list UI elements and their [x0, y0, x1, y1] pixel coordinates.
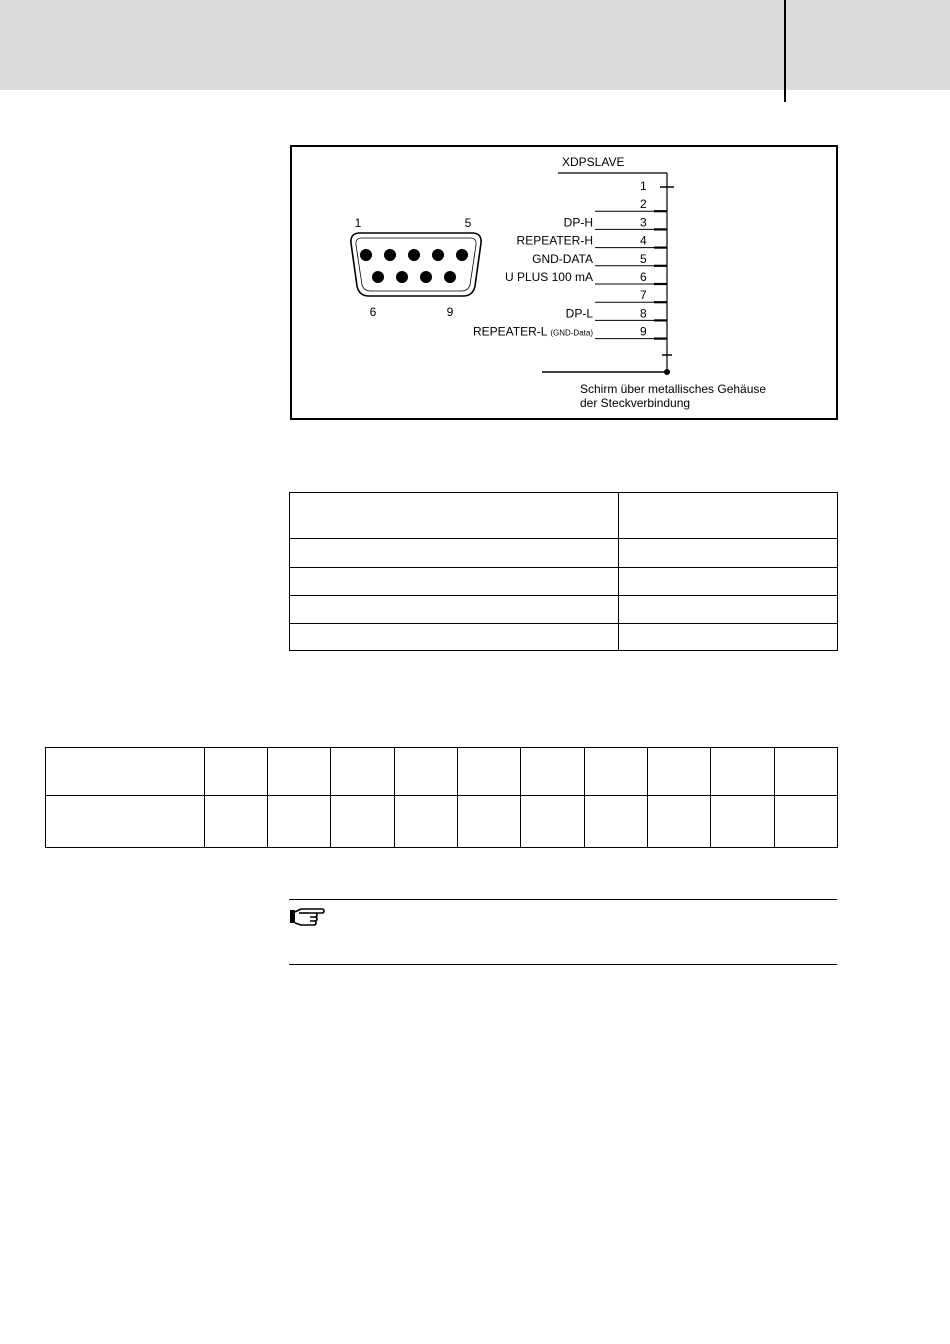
table-2-cell: [711, 796, 774, 848]
pin-number-4: 4: [640, 233, 647, 248]
dsub-pin-3: [408, 249, 420, 261]
table-2-cell: [331, 796, 394, 848]
pin-number-1: 1: [640, 179, 647, 193]
pin-signal-6: U PLUS 100 mA: [504, 270, 593, 284]
table-1-cell: [290, 539, 619, 568]
table-2-cell: [584, 748, 647, 796]
pinout-svg: [292, 147, 836, 418]
pointing-hand-icon: [289, 905, 325, 927]
table-1-cell: [290, 624, 619, 651]
note-bottom-rule: [289, 964, 837, 965]
table-2-cell: [268, 796, 331, 848]
pin-signal-9: REPEATER-L (GND-Data): [472, 324, 593, 339]
pin-signal-8: DP-L: [565, 306, 593, 321]
table-2-cell: [46, 748, 205, 796]
dsub-pin-6: [372, 271, 384, 283]
table-2-cell: [46, 796, 205, 848]
dsub-pin-9: [444, 271, 456, 283]
table-1-row: [290, 624, 838, 651]
table-1-cell: [619, 493, 838, 539]
dsub-pin-4: [432, 249, 444, 261]
pin-number-3: 3: [640, 215, 647, 230]
note-top-rule: [289, 899, 837, 900]
pin-signal-4: REPEATER-H: [516, 233, 593, 248]
pin-signal-3: DP-H: [563, 215, 593, 230]
pin-number-5: 5: [640, 251, 647, 266]
header-divider-line: [784, 0, 786, 102]
table-2-row: [46, 748, 838, 796]
pin-number-9: 9: [640, 324, 647, 339]
dsub-label-bottom-right: 9: [446, 305, 454, 319]
table-2-cell: [394, 748, 457, 796]
pin-number-8: 8: [640, 306, 647, 321]
dsub-connector-inner: [356, 238, 476, 291]
pin-number-7: 7: [640, 288, 647, 303]
table-2-row: [46, 796, 838, 848]
table-1-row: [290, 568, 838, 596]
dsub-pin-8: [420, 271, 432, 283]
table-1-cell: [290, 493, 619, 539]
table-2-cell: [774, 748, 837, 796]
shield-note-line-2: der Steckverbindung: [580, 396, 691, 410]
table-1-cell: [619, 539, 838, 568]
table-2-cell: [647, 796, 710, 848]
pinout-diagram: [290, 145, 838, 420]
shield-junction-dot: [664, 369, 670, 375]
pin-number-6: 6: [640, 270, 647, 284]
table-2-cell: [774, 796, 837, 848]
connector-label: XDPSLAVE: [562, 155, 625, 169]
pin-signal-5: GND-DATA: [532, 251, 593, 266]
table-2-cell: [521, 796, 584, 848]
table-2-cell: [458, 796, 521, 848]
table-2-cell: [204, 748, 267, 796]
table-2-cell: [647, 748, 710, 796]
table-1-row: [290, 596, 838, 624]
table-2-cell: [331, 748, 394, 796]
dsub-pin-5: [456, 249, 468, 261]
shield-note-line-1: Schirm über metallisches Gehäuse: [580, 382, 767, 396]
table-2-cell: [268, 748, 331, 796]
dsub-label-top-left: 1: [354, 216, 362, 230]
table-1: [289, 492, 838, 651]
table-2-cell: [711, 748, 774, 796]
table-2: [45, 747, 838, 848]
dsub-pin-1: [360, 249, 372, 261]
dsub-connector-shell: [351, 233, 481, 296]
table-2-cell: [458, 748, 521, 796]
table-1-cell: [619, 624, 838, 651]
dsub-pin-7: [396, 271, 408, 283]
dsub-pin-2: [384, 249, 396, 261]
table-2-cell: [584, 796, 647, 848]
table-1-cell: [290, 596, 619, 624]
table-1-cell: [290, 568, 619, 596]
table-2-cell: [521, 748, 584, 796]
table-2-cell: [204, 796, 267, 848]
table-2-cell: [394, 796, 457, 848]
table-1-row: [290, 493, 838, 539]
dsub-label-top-right: 5: [464, 216, 472, 230]
table-1-row: [290, 539, 838, 568]
table-1-cell: [619, 568, 838, 596]
dsub-label-bottom-left: 6: [369, 305, 377, 319]
page-header-band: [0, 0, 950, 90]
table-1-cell: [619, 596, 838, 624]
pin-number-2: 2: [640, 197, 647, 212]
